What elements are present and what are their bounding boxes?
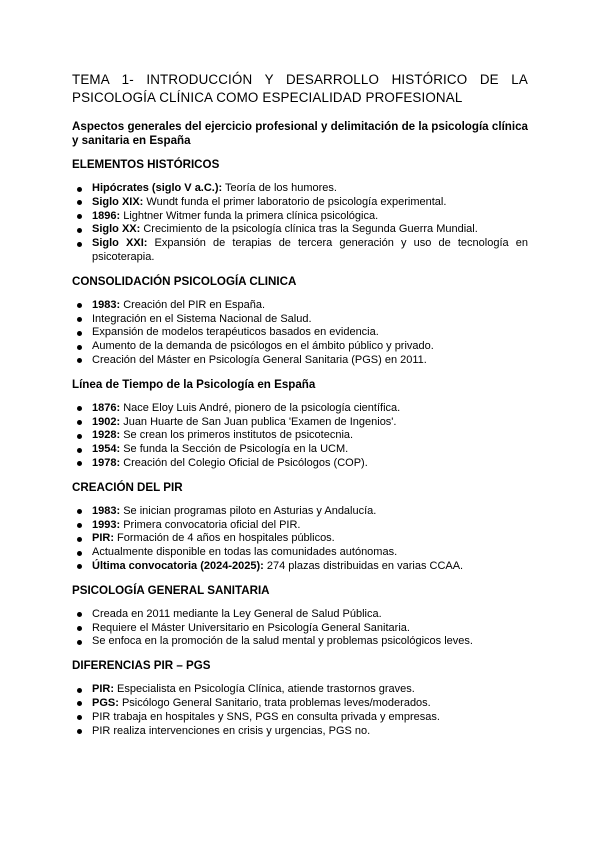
bullet-icon	[77, 509, 82, 514]
document-subtitle: Aspectos generales del ejercicio profesional y delimitación de la psicología clínica y sanitaria en España	[72, 120, 528, 147]
list-item	[72, 457, 528, 471]
list-item	[72, 505, 528, 519]
bullet-icon	[77, 406, 82, 411]
item-lead: 1954:	[92, 443, 121, 456]
list-item	[72, 182, 528, 196]
item-text: Se inician programas piloto en Asturias y Andalucía.	[120, 504, 377, 517]
item-text: Se crean los primeros institutos de psicotecnia.	[120, 429, 354, 442]
item-text: Actualmente disponible en todas las comunidades autónomas.	[92, 546, 398, 559]
list-item	[72, 546, 528, 560]
list-item	[72, 635, 528, 649]
item-lead: PIR:	[92, 532, 114, 545]
item-text: Integración en el Sistema Nacional de Salud.	[92, 312, 312, 325]
section-heading: Línea de Tiempo de la Psicología en España	[72, 377, 316, 391]
bullet-icon	[77, 200, 82, 205]
bullet-icon	[77, 317, 82, 322]
bullet-icon	[77, 551, 82, 556]
bullet-list	[72, 505, 528, 574]
item-lead: 1978:	[92, 456, 121, 469]
list-item	[72, 560, 528, 574]
bullet-icon	[77, 303, 82, 308]
item-text: Wundt funda el primer laboratorio de psicología experimental.	[143, 195, 447, 208]
list-item	[72, 237, 528, 265]
bullet-list	[72, 182, 528, 265]
list-item	[72, 532, 528, 546]
list-item	[72, 402, 528, 416]
item-text: Lightner Witmer funda la primera clínica psicológica.	[120, 209, 379, 222]
bullet-icon	[77, 187, 82, 192]
bullet-icon	[77, 345, 82, 350]
bullet-icon	[77, 626, 82, 631]
list-item	[72, 313, 528, 327]
list-item	[72, 340, 528, 354]
item-text: Primera convocatoria oficial del PIR.	[120, 518, 301, 531]
bullet-icon	[77, 640, 82, 645]
bullet-list	[72, 299, 528, 368]
bullet-icon	[77, 448, 82, 453]
bullet-icon	[77, 729, 82, 734]
list-item	[72, 196, 528, 210]
item-text: Creación del Máster en Psicología General Sanitaria (PGS) en 2011.	[92, 353, 427, 366]
item-text: Requiere el Máster Universitario en Psicología General Sanitaria.	[92, 621, 410, 634]
list-item	[72, 210, 528, 224]
item-text: Formación de 4 años en hospitales públicos.	[114, 532, 335, 545]
item-text: PIR trabaja en hospitales y SNS, PGS en consulta privada y empresas.	[92, 710, 440, 723]
bullet-icon	[77, 434, 82, 439]
item-text: Aumento de la demanda de psicólogos en el ámbito público y privado.	[92, 340, 434, 353]
list-item	[72, 711, 528, 725]
item-lead: PIR:	[92, 683, 114, 696]
section-heading: PSICOLOGÍA GENERAL SANITARIA	[72, 583, 270, 597]
item-lead: Siglo XXI:	[92, 237, 148, 250]
bullet-list	[72, 683, 528, 738]
item-text: Psicólogo General Sanitario, trata problemas leves/moderados.	[118, 696, 431, 709]
section-heading: CREACIÓN DEL PIR	[72, 480, 183, 494]
bullet-icon	[77, 688, 82, 693]
item-text: Teoría de los humores.	[222, 182, 337, 194]
bullet-icon	[77, 242, 82, 247]
item-lead: 1993:	[92, 518, 121, 531]
item-text: Crecimiento de la psicología clínica tras la Segunda Guerra Mundial.	[140, 223, 478, 236]
item-text: 274 plazas distribuidas en varias CCAA.	[263, 559, 464, 572]
item-text: Expansión de modelos terapéuticos basados en evidencia.	[92, 326, 379, 339]
list-item	[72, 354, 528, 368]
list-item	[72, 416, 528, 430]
item-text: PIR realiza intervenciones en crisis y urgencias, PGS no.	[92, 724, 371, 737]
bullet-icon	[77, 523, 82, 528]
list-item	[72, 519, 528, 533]
bullet-icon	[77, 612, 82, 617]
bullet-icon	[77, 715, 82, 720]
item-lead: Siglo XIX:	[92, 195, 144, 208]
list-item	[72, 223, 528, 237]
item-text: Creación del PIR en España.	[120, 298, 266, 311]
bullet-icon	[77, 358, 82, 363]
list-item	[72, 683, 528, 697]
bullet-icon	[77, 214, 82, 219]
item-text: Juan Huarte de San Juan publica 'Examen de Ingenios'.	[120, 415, 397, 428]
item-text: Expansión de terapias de tercera generación y uso de tecnología en psicoterapia.	[92, 237, 528, 263]
sections-container	[72, 158, 528, 738]
item-text: Nace Eloy Luis André, pionero de la psicología científica.	[120, 401, 401, 414]
item-text: Creación del Colegio Oficial de Psicólogos (COP).	[120, 456, 368, 469]
item-text: Creada en 2011 mediante la Ley General de Salud Pública.	[92, 607, 382, 620]
item-lead: 1876:	[92, 401, 121, 414]
document-title: TEMA 1- INTRODUCCIÓN Y DESARROLLO HISTÓRICO DE LA PSICOLOGÍA CLÍNICA COMO ESPECIALIDAD PROFESIONAL	[72, 72, 528, 105]
item-lead: Última convocatoria (2024-2025):	[92, 559, 264, 572]
section-heading: ELEMENTOS HISTÓRICOS	[72, 158, 220, 171]
section-heading: CONSOLIDACIÓN PSICOLOGÍA CLINICA	[72, 274, 297, 288]
list-item	[72, 326, 528, 340]
list-item	[72, 443, 528, 457]
item-lead: Hipócrates (siglo V a.C.):	[92, 182, 223, 194]
item-text: Especialista en Psicología Clínica, atiende trastornos graves.	[114, 683, 415, 696]
list-item	[72, 429, 528, 443]
item-lead: 1896:	[92, 209, 121, 222]
list-item	[72, 622, 528, 636]
item-lead: 1928:	[92, 429, 121, 442]
bullet-list	[72, 402, 528, 471]
item-lead: Siglo XX:	[92, 223, 141, 236]
bullet-icon	[77, 537, 82, 542]
item-lead: 1983:	[92, 504, 121, 517]
bullet-icon	[77, 228, 82, 233]
item-text: Se enfoca en la promoción de la salud mental y problemas psicológicos leves.	[92, 635, 473, 648]
list-item	[72, 608, 528, 622]
bullet-icon	[77, 461, 82, 466]
bullet-list	[72, 608, 528, 649]
item-lead: 1902:	[92, 415, 121, 428]
section-heading: DIFERENCIAS PIR – PGS	[72, 659, 211, 673]
item-lead: 1983:	[92, 298, 121, 311]
list-item	[72, 299, 528, 313]
list-item	[72, 725, 528, 739]
bullet-icon	[77, 420, 82, 425]
item-text: Se funda la Sección de Psicología en la UCM.	[120, 443, 349, 456]
list-item	[72, 697, 528, 711]
bullet-icon	[77, 564, 82, 569]
bullet-icon	[77, 331, 82, 336]
item-lead: PGS:	[92, 696, 119, 709]
bullet-icon	[77, 701, 82, 706]
